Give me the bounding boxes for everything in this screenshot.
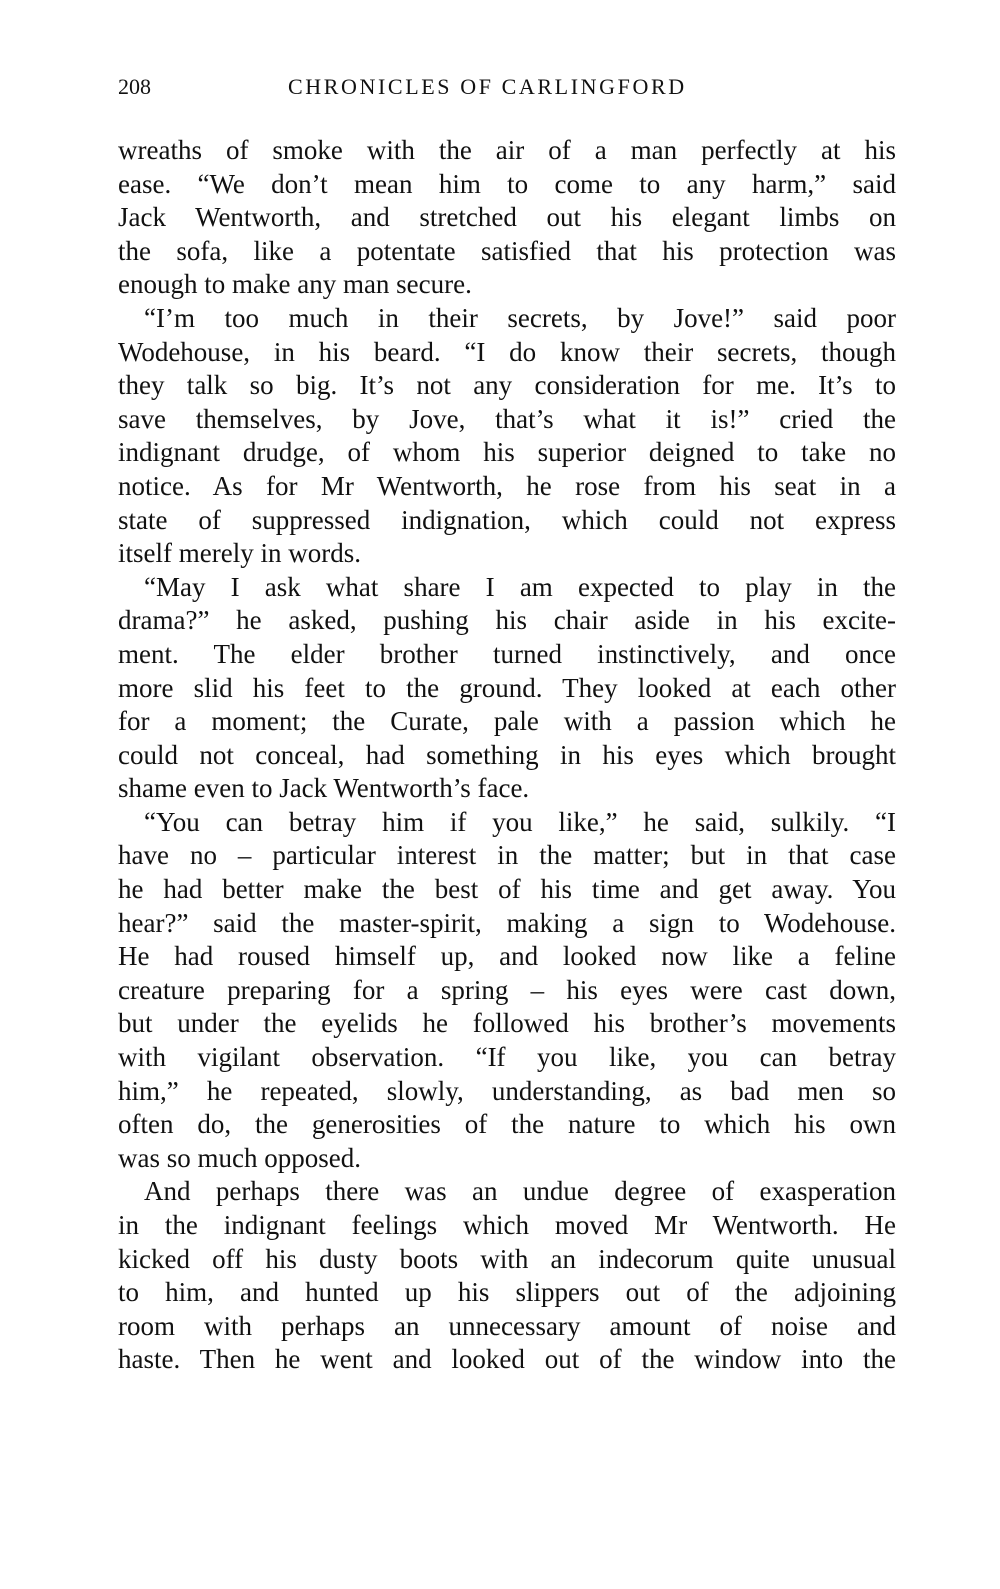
text-line: hear?” said the master-spirit, making a sign to Wodehouse. [118,907,896,938]
text-line: have no – particular interest in the matter; but in that case [118,840,896,871]
text-line: “I’m too much in their secrets, by Jove!” said poor [144,302,896,333]
text-line: he had better make the best of his time and get away. You [118,874,896,905]
text-line: Wodehouse, in his beard. “I do know their secrets, though [118,336,896,367]
text-line: shame even to Jack Wentworth’s face. [118,773,530,804]
text-line: drama?” he asked, pushing his chair aside in his excite- [118,605,896,636]
text-line: ease. “We don’t mean him to come to any harm,” said [118,168,896,199]
text-line: “You can betray him if you like,” he said, sulkily. “I [144,806,896,837]
running-title: CHRONICLES OF CARLINGFORD [288,74,687,99]
text-line: but under the eyelids he followed his brother’s movements [118,1008,896,1039]
text-line: room with perhaps an unnecessary amount of noise and [118,1310,896,1341]
text-line: could not conceal, had something in his eyes which brought [118,739,896,770]
text-line: creature preparing for a spring – his eyes were cast down, [118,974,896,1005]
text-line: for a moment; the Curate, pale with a passion which he [118,706,896,737]
running-head [118,74,894,108]
page-number: 208 [118,74,151,99]
text-line: He had roused himself up, and looked now like a feline [118,941,896,972]
text-line: in the indignant feelings which moved Mr Wentworth. He [118,1210,896,1240]
text-line: was so much opposed. [118,1142,361,1173]
text-line: with vigilant observation. “If you like, you can betray [118,1042,896,1073]
text-line: him,” he repeated, slowly, understanding, as bad men so [118,1075,896,1106]
text-line: the sofa, like a potentate satisfied that his protection was [118,235,896,266]
text-line: ment. The elder brother turned instinctively, and once [118,638,896,669]
text-line: notice. As for Mr Wentworth, he rose from his seat in a [118,470,896,501]
text-line: state of suppressed indignation, which could not express [118,504,896,535]
text-line: save themselves, by Jove, that’s what it is!” cried the [118,403,896,434]
body-text [118,134,896,1377]
text-line: Jack Wentworth, and stretched out his elegant limbs on [118,202,896,233]
text-line: kicked off his dusty boots with an indecorum quite unusual [118,1243,896,1274]
text-line: itself merely in words. [118,538,361,569]
text-line: they talk so big. It’s not any consideration for me. It’s to [118,370,896,401]
text-line: wreaths of smoke with the air of a man perfectly at his [118,135,896,165]
text-line: to him, and hunted up his slippers out of the adjoining [118,1277,896,1308]
text-line: And perhaps there was an undue degree of exasperation [144,1176,896,1207]
text-line: haste. Then he went and looked out of the window into the [118,1344,896,1375]
text-line: “May I ask what share I am expected to play in the [144,571,896,602]
text-line: often do, the generosities of the nature to which his own [118,1109,896,1140]
text-line: enough to make any man secure. [118,269,472,300]
text-line: more slid his feet to the ground. They looked at each other [118,672,896,703]
text-line: indignant drudge, of whom his superior deigned to take no [118,437,896,468]
